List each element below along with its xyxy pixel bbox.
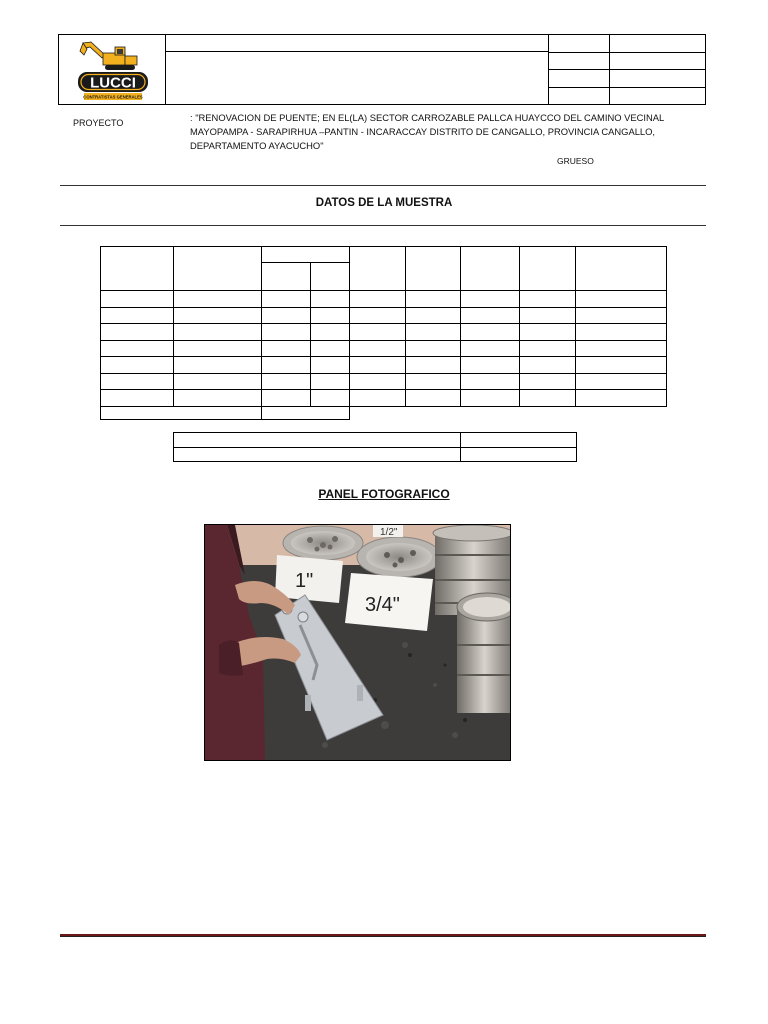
logo-tagline-text: CONTRATISTAS GENERALES <box>83 94 143 100</box>
sieve-test-photo <box>204 524 511 761</box>
project-description: : "RENOVACION DE PUENTE; EN EL(LA) SECTOR CARROZABLE PALLCA HUAYCCO DEL CAMINO VECINAL MAYOPAMPA - SARAPIRHUA –PANTIN - INCARACCAY DISTRITO DE CANGALLO, PROVINCIA CANGALLO, DEPARTAMENTO AYACUCHO" <box>190 112 664 151</box>
sieve-sign-one-inch: 1" <box>295 570 314 592</box>
table-row <box>174 433 577 448</box>
company-logo <box>75 39 151 103</box>
sample-data-table <box>100 246 667 420</box>
logo-brand-text: LUCCI <box>90 74 136 92</box>
divider-bottom <box>60 225 706 226</box>
meta-row <box>549 53 705 71</box>
photo-illustration <box>205 525 511 761</box>
meta-cells <box>549 35 705 104</box>
title-cell-top <box>166 35 548 52</box>
sample-data-title: DATOS DE LA MUESTRA <box>315 197 453 209</box>
table-total-row <box>101 406 667 419</box>
sieve-sign-half-inch: 1/2" <box>380 527 398 538</box>
title-cell-bottom <box>166 52 548 104</box>
table-row <box>174 448 577 462</box>
title-cells <box>166 35 549 104</box>
table-row <box>101 307 667 324</box>
meta-row <box>549 88 705 105</box>
table-row <box>101 324 667 341</box>
table-row <box>101 291 667 308</box>
table-row <box>101 390 667 407</box>
table-row <box>101 357 667 374</box>
photo-panel-title: PANEL FOTOGRAFICO <box>318 487 450 501</box>
logo-cell <box>59 35 166 104</box>
table-row <box>101 340 667 357</box>
footer-divider <box>60 934 706 937</box>
project-label: PROYECTO <box>73 118 124 128</box>
material-type: GRUESO <box>557 156 594 166</box>
document-header <box>58 34 706 105</box>
meta-row <box>549 70 705 88</box>
meta-row <box>549 35 705 53</box>
divider-top <box>60 185 706 186</box>
table-row <box>101 373 667 390</box>
sieve-sign-three-quarter-inch: 3/4" <box>365 594 400 616</box>
summary-table <box>173 432 577 462</box>
